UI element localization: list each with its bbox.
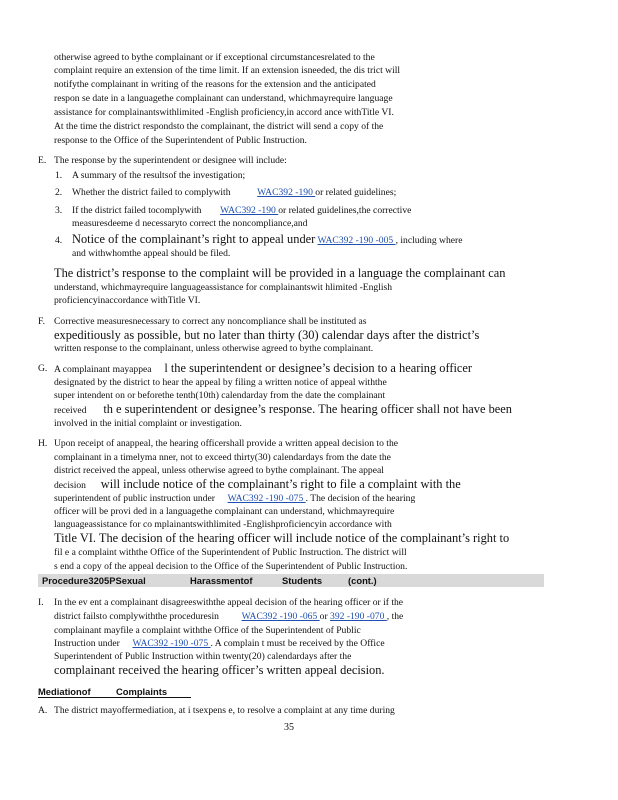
- list-item-text-post: , including where: [395, 235, 463, 246]
- para-text-large: will include notice of the complainant’s right to file a complaint with the: [100, 477, 461, 491]
- section-label-i: I.: [38, 597, 44, 608]
- procedure-title-students: Students: [282, 575, 323, 586]
- para-e-intro: The response by the superintendent or designee will include:: [54, 155, 287, 166]
- para-line: s end a copy of the appeal decision to the Office of the Superintendent of Public Instruction.: [54, 561, 408, 572]
- list-item-text: and withwhomthe appeal should be filed.: [72, 248, 231, 259]
- list-number: 3.: [55, 205, 63, 216]
- para-line: complainant in a timelyma nner, not to exceed thirty(30) calendardays from the date the: [54, 452, 391, 463]
- para-line: [54, 361, 472, 376]
- para-line: [54, 492, 415, 505]
- procedure-number: Procedure3205PSexual: [42, 575, 146, 586]
- para-line: In the ev ent a complainant disagreeswiththe appeal decision of the hearing officer or if the: [54, 597, 404, 608]
- wac-link[interactable]: WAC392 -190: [220, 205, 279, 216]
- para-line: [54, 637, 385, 650]
- para-line: languageassistance for co mplainantswithlimited -Englishproficiencyin accordance with: [54, 519, 392, 530]
- wac-link[interactable]: 392 -190 -070: [330, 611, 387, 622]
- para-line: otherwise agreed to bythe complainant or if exceptional circumstancesrelated to the: [54, 52, 375, 63]
- para-text: or: [319, 611, 331, 622]
- list-item-text-post: or related guidelines;: [315, 187, 397, 198]
- para-text: A complainant mayappea: [54, 364, 152, 375]
- list-item-text-pre: If the district failed tocomplywith: [72, 205, 202, 216]
- list-item-text-post: or related guidelines,the corrective: [278, 205, 412, 216]
- section-label-a: A.: [38, 705, 48, 716]
- mediation-heading-complaints: Complaints: [116, 686, 168, 697]
- list-item-text: measuresdeeme d necessaryto correct the noncompliance,and: [72, 218, 308, 229]
- para-text: district failsto complywiththe proceduresin: [54, 611, 219, 622]
- para-line: complainant mayfile a complaint withthe Office of the Superintendent of Public: [54, 625, 361, 636]
- para-line: super intendent on or beforethe tenth(10th) calendarday from the date the complainant: [54, 390, 386, 401]
- para-line: assistance for complainantswithlimited -English proficiency,in accord ance withTitle VI.: [54, 107, 394, 118]
- list-number: 1.: [55, 170, 63, 181]
- para-line: Superintendent of Public Instruction within twenty(20) calendardays after the: [54, 651, 352, 662]
- list-item-text-pre: Whether the district failed to complywith: [72, 187, 231, 198]
- para-text: received: [54, 405, 87, 416]
- section-label-g: G.: [38, 363, 48, 374]
- list-item-text: [72, 186, 396, 199]
- list-item-text: [72, 204, 411, 217]
- para-line: notifythe complainant in writing of the reasons for the extension and the anticipated: [54, 79, 376, 90]
- para-text-large: l the superintendent or designee’s decision to a hearing officer: [164, 361, 473, 375]
- section-label-h: H.: [38, 438, 48, 449]
- mediation-heading: Mediationof: [38, 686, 91, 697]
- para-line: written response to the complainant, unless otherwise agreed to bythe complainant.: [54, 343, 374, 354]
- para-line-large: expeditiously as possible, but no later than thirty (30) calendar days after the district’s: [54, 328, 480, 342]
- para-line: The district mayoffermediation, at i tsexpens e, to resolve a complaint at any time during: [54, 705, 395, 716]
- para-text: . A complain t must be received by the Office: [210, 638, 385, 649]
- para-line: response to the Office of the Superintendent of Public Instruction.: [54, 135, 307, 146]
- para-line: Upon receipt of anappeal, the hearing officershall provide a written appeal decision to the: [54, 438, 398, 449]
- para-text-large: th e superintendent or designee’s response. The hearing officer shall not have been: [103, 402, 512, 416]
- wac-link[interactable]: WAC392 -190 -075: [227, 493, 306, 504]
- para-text: . The decision of the hearing: [305, 493, 416, 504]
- para-line: fil e a complaint withthe Office of the Superintendent of Public Instruction. The district will: [54, 547, 407, 558]
- para-line-large: complainant received the hearing officer’s written appeal decision.: [54, 663, 385, 677]
- para-line: district received the appeal, unless otherwise agreed to bythe complainant. The appeal: [54, 465, 384, 476]
- list-item-text: [72, 232, 462, 247]
- para-line: proficiencyinaccordance withTitle VI.: [54, 295, 201, 306]
- page-number: 35: [284, 722, 294, 733]
- section-label-e: E.: [38, 155, 47, 166]
- wac-link[interactable]: WAC392 -190 -005: [317, 235, 396, 246]
- wac-link[interactable]: WAC392 -190 -075: [132, 638, 211, 649]
- wac-link[interactable]: WAC392 -190: [257, 187, 316, 198]
- para-text: Instruction under: [54, 638, 120, 649]
- para-line: [54, 402, 512, 417]
- list-number: 4.: [55, 235, 63, 246]
- para-line: [54, 477, 461, 492]
- para-line: [54, 610, 403, 623]
- para-line: involved in the initial complaint or investigation.: [54, 418, 242, 429]
- procedure-section-bar: [38, 574, 544, 587]
- para-text: superintendent of public instruction under: [54, 493, 215, 504]
- para-line: designated by the district to hear the appeal by filing a written notice of appeal withthe: [54, 377, 387, 388]
- para-line-large: Title VI. The decision of the hearing officer will include notice of the complainant’s right to: [54, 531, 510, 545]
- section-label-f: F.: [38, 316, 45, 327]
- para-e-closing: The district’s response to the complaint will be provided in a language the complainant can: [54, 266, 506, 280]
- para-line: complaint require an extension of the time limit. If an extension isneeded, the dis trict will: [54, 65, 401, 76]
- para-line: understand, whichmayrequire languageassistance for complainantswit hlimited -English: [54, 282, 393, 293]
- list-number: 2.: [55, 187, 63, 198]
- procedure-cont: (cont.): [348, 575, 377, 586]
- procedure-title: Harassmentof: [190, 575, 253, 586]
- para-line: respon se date in a languagethe complainant can understand, whichmayrequire language: [54, 93, 393, 104]
- para-text: , the: [386, 611, 404, 622]
- para-line: Corrective measuresnecessary to correct any noncompliance shall be instituted as: [54, 316, 367, 327]
- list-item-text: A summary of the resultsof the investigation;: [72, 170, 246, 181]
- para-line: At the time the district respondsto the complainant, the district will send a copy of the: [54, 121, 384, 132]
- wac-link[interactable]: WAC392 -190 -065: [241, 611, 320, 622]
- heading-underline: [38, 697, 191, 698]
- list-item-text-large: Notice of the complainant’s right to appeal under: [72, 232, 316, 246]
- para-line: officer will be provi ded in a languagethe complainant can understand, whichmayrequire: [54, 506, 395, 517]
- para-text: decision: [54, 480, 86, 491]
